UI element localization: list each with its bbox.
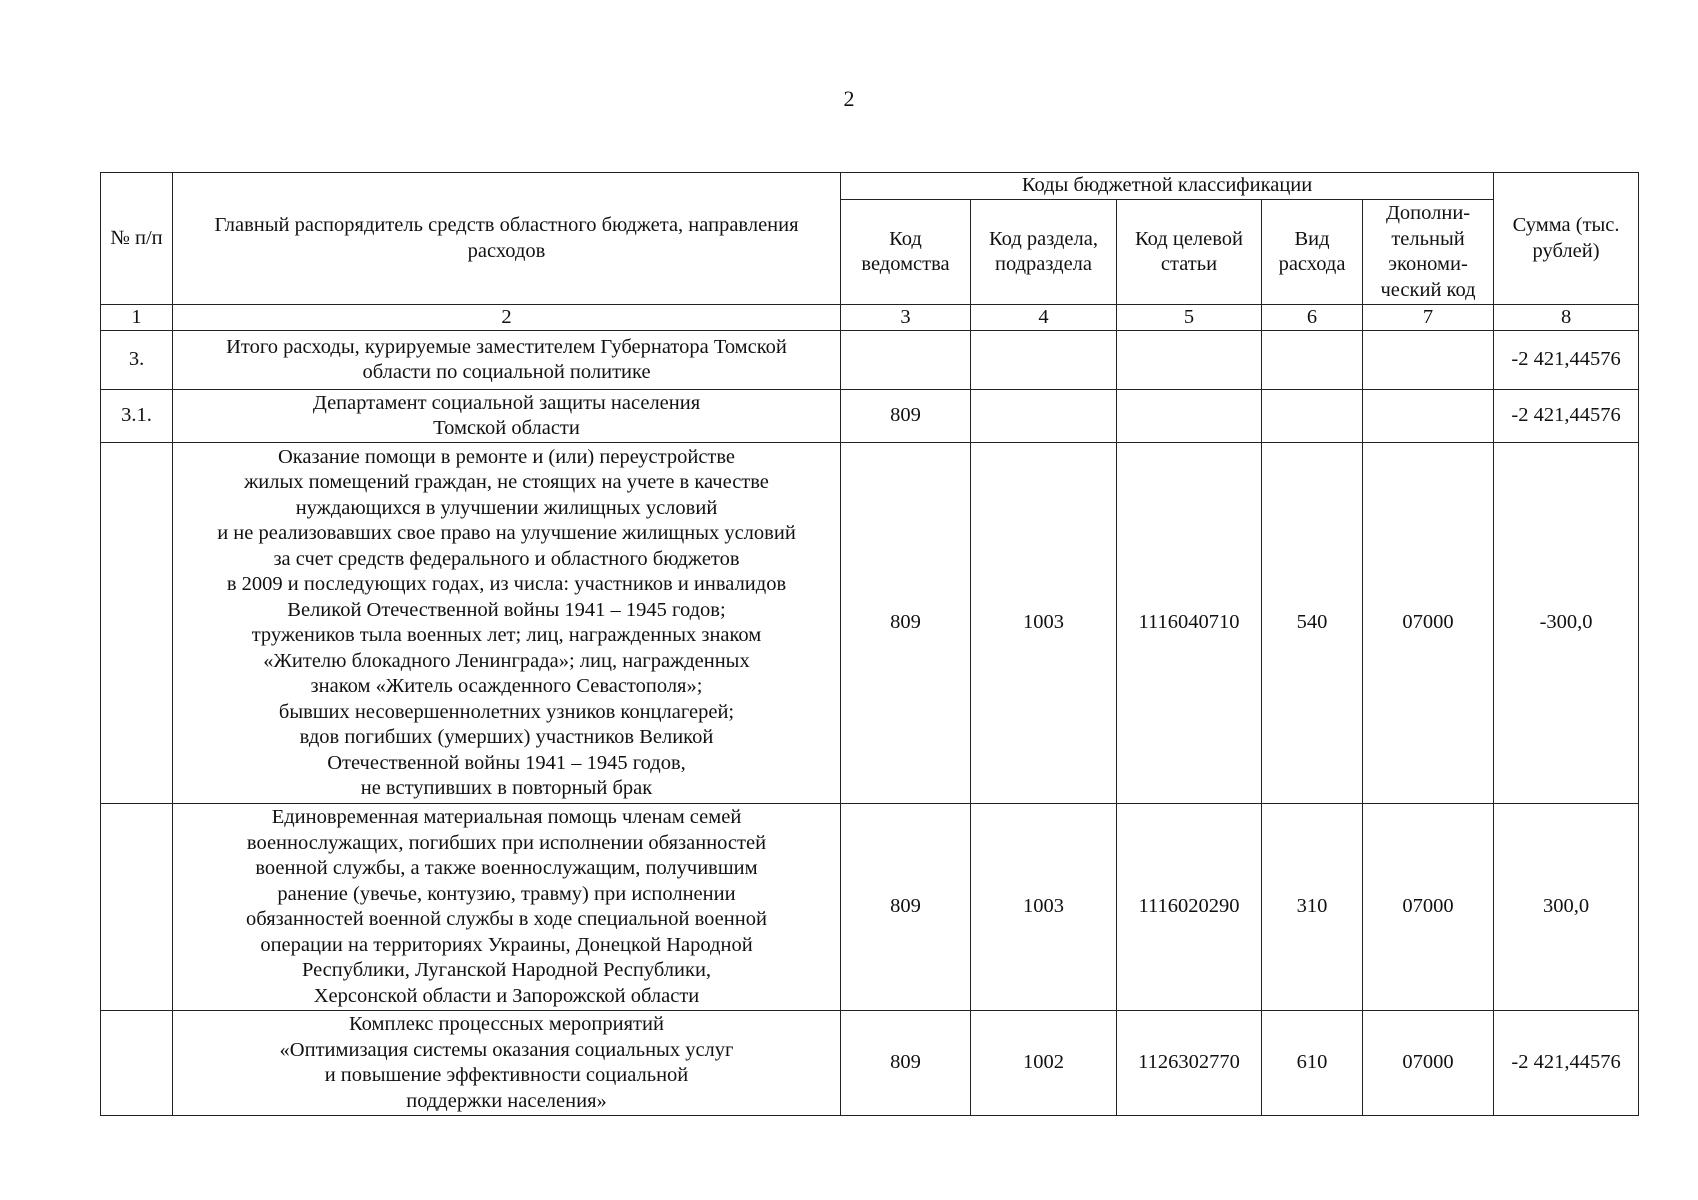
row-sum: -2 421,44576 [1494,331,1639,390]
row-section-code: 1003 [971,443,1117,804]
row-extra-code: 07000 [1363,1011,1494,1116]
row-description: Комплекс процессных мероприятий «Оптимизация системы оказания социальных услуг и повышение эффективности социальной поддержки населения» [173,1011,841,1116]
row-target-code: 1126302770 [1117,1011,1262,1116]
row-sum: 300,0 [1494,804,1639,1011]
row-section-code [971,390,1117,443]
row-expense-type: 310 [1262,804,1363,1011]
row-target-code: 1116020290 [1117,804,1262,1011]
row-sum: -2 421,44576 [1494,390,1639,443]
table-row [101,390,1639,443]
row-dept-code [841,331,971,390]
header-sum: Сумма (тыс. рублей) [1494,173,1639,305]
row-section-code [971,331,1117,390]
column-number: 8 [1494,305,1639,331]
header-extra-code: Дополни- тельный экономи- ческий код [1363,200,1494,305]
row-dept-code: 809 [841,804,971,1011]
row-num [101,804,173,1011]
row-num: 3.1. [101,390,173,443]
row-extra-code: 07000 [1363,804,1494,1011]
row-expense-type [1262,331,1363,390]
row-description: Единовременная материальная помощь членам семей военнослужащих, погибших при исполнении обязанностей военной службы, а также военнослужащим, получившим ранение (увечье, контузию, травму) при исполнении обязанностей военной службы в ходе специальной военной операции на территориях Украины, Донецкой Народной Республики, Луганской Народной Республики, Херсонской области и Запорожской области [173,804,841,1011]
row-num: 3. [101,331,173,390]
column-number: 3 [841,305,971,331]
row-expense-type [1262,390,1363,443]
table-row [101,1011,1639,1116]
row-expense-type: 610 [1262,1011,1363,1116]
column-number-row [101,305,1639,331]
row-target-code: 1116040710 [1117,443,1262,804]
row-description: Департамент социальной защиты населения Томской области [173,390,841,443]
row-extra-code: 07000 [1363,443,1494,804]
header-dept-code: Код ведомства [841,200,971,305]
row-sum: -2 421,44576 [1494,1011,1639,1116]
row-num [101,443,173,804]
row-target-code [1117,331,1262,390]
header-row-top [101,173,1639,200]
row-num [101,1011,173,1116]
column-number: 1 [101,305,173,331]
column-number: 7 [1363,305,1494,331]
row-description: Итого расходы, курируемые заместителем Губернатора Томской области по социальной политике [173,331,841,390]
column-number: 4 [971,305,1117,331]
row-dept-code: 809 [841,390,971,443]
row-section-code: 1003 [971,804,1117,1011]
table-row [101,804,1639,1011]
table-row [101,443,1639,804]
row-description: Оказание помощи в ремонте и (или) переустройстве жилых помещений граждан, не стоящих на учете в качестве нуждающихся в улучшении жилищных условий и не реализовавших свое право на улучшение жилищных условий за счет средств федерального и областного бюджетов в 2009 и последующих годах, из числа: участников и инвалидов Великой Отечественной войны 1941 – 1945 годов; тружеников тыла военных лет; лиц, награжденных знаком «Жителю блокадного Ленинграда»; лиц, награжденных знаком «Житель осажденного Севастополя»; бывших несовершеннолетних узников концлагерей; вдов погибших (умерших) участников Великой Отечественной войны 1941 – 1945 годов, не вступивших в повторный брак [173,443,841,804]
column-number: 5 [1117,305,1262,331]
header-target-code: Код целевой статьи [1117,200,1262,305]
header-expense-type: Вид расхода [1262,200,1363,305]
row-sum: -300,0 [1494,443,1639,804]
row-dept-code: 809 [841,443,971,804]
header-group-budget-codes: Коды бюджетной классификации [841,173,1494,200]
column-number: 6 [1262,305,1363,331]
budget-table [100,172,1639,1116]
column-number: 2 [173,305,841,331]
row-dept-code: 809 [841,1011,971,1116]
page-number: 2 [843,86,855,111]
row-section-code: 1002 [971,1011,1117,1116]
header-section-code: Код раздела, подраздела [971,200,1117,305]
header-name: Главный распорядитель средств областного бюджета, направления расходов [173,173,841,305]
row-target-code [1117,390,1262,443]
table-row [101,331,1639,390]
row-extra-code [1363,331,1494,390]
row-extra-code [1363,390,1494,443]
row-expense-type: 540 [1262,443,1363,804]
header-num: № п/п [101,173,173,305]
